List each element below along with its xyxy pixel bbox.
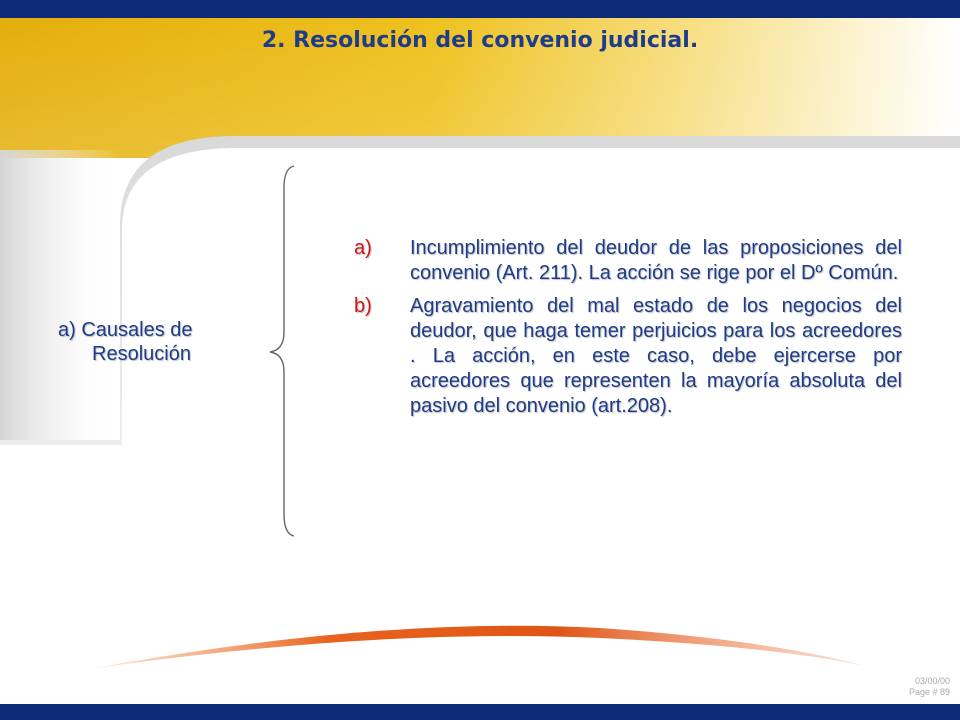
causales-label-line1: a) Causales de <box>58 319 193 341</box>
item-marker: a) <box>354 237 372 259</box>
causales-list <box>354 236 902 427</box>
slide-title: 2. Resolución del convenio judicial. <box>261 28 699 53</box>
list-item <box>354 294 902 419</box>
item-marker: b) <box>354 295 372 317</box>
footer-date: 03/00/00 <box>914 676 950 686</box>
bottom-bar <box>0 704 960 720</box>
item-text: Agravamiento del mal estado de los negocios del deudor, que haga temer perjuicios para los acreedores . La acción, en este caso, debe ejercerse por acreedores que representen la mayoría absoluta del pasivo del convenio (art.208). <box>410 295 902 417</box>
top-bar <box>0 0 960 18</box>
list-item <box>354 236 902 286</box>
causales-label-line2: Resolución <box>92 343 191 365</box>
footer-page-number: Page # 89 <box>908 687 950 697</box>
causales-label <box>58 318 238 366</box>
item-text: Incumplimiento del deudor de las proposiciones del convenio (Art. 211). La acción se rige por el Dº Común. <box>410 237 902 284</box>
